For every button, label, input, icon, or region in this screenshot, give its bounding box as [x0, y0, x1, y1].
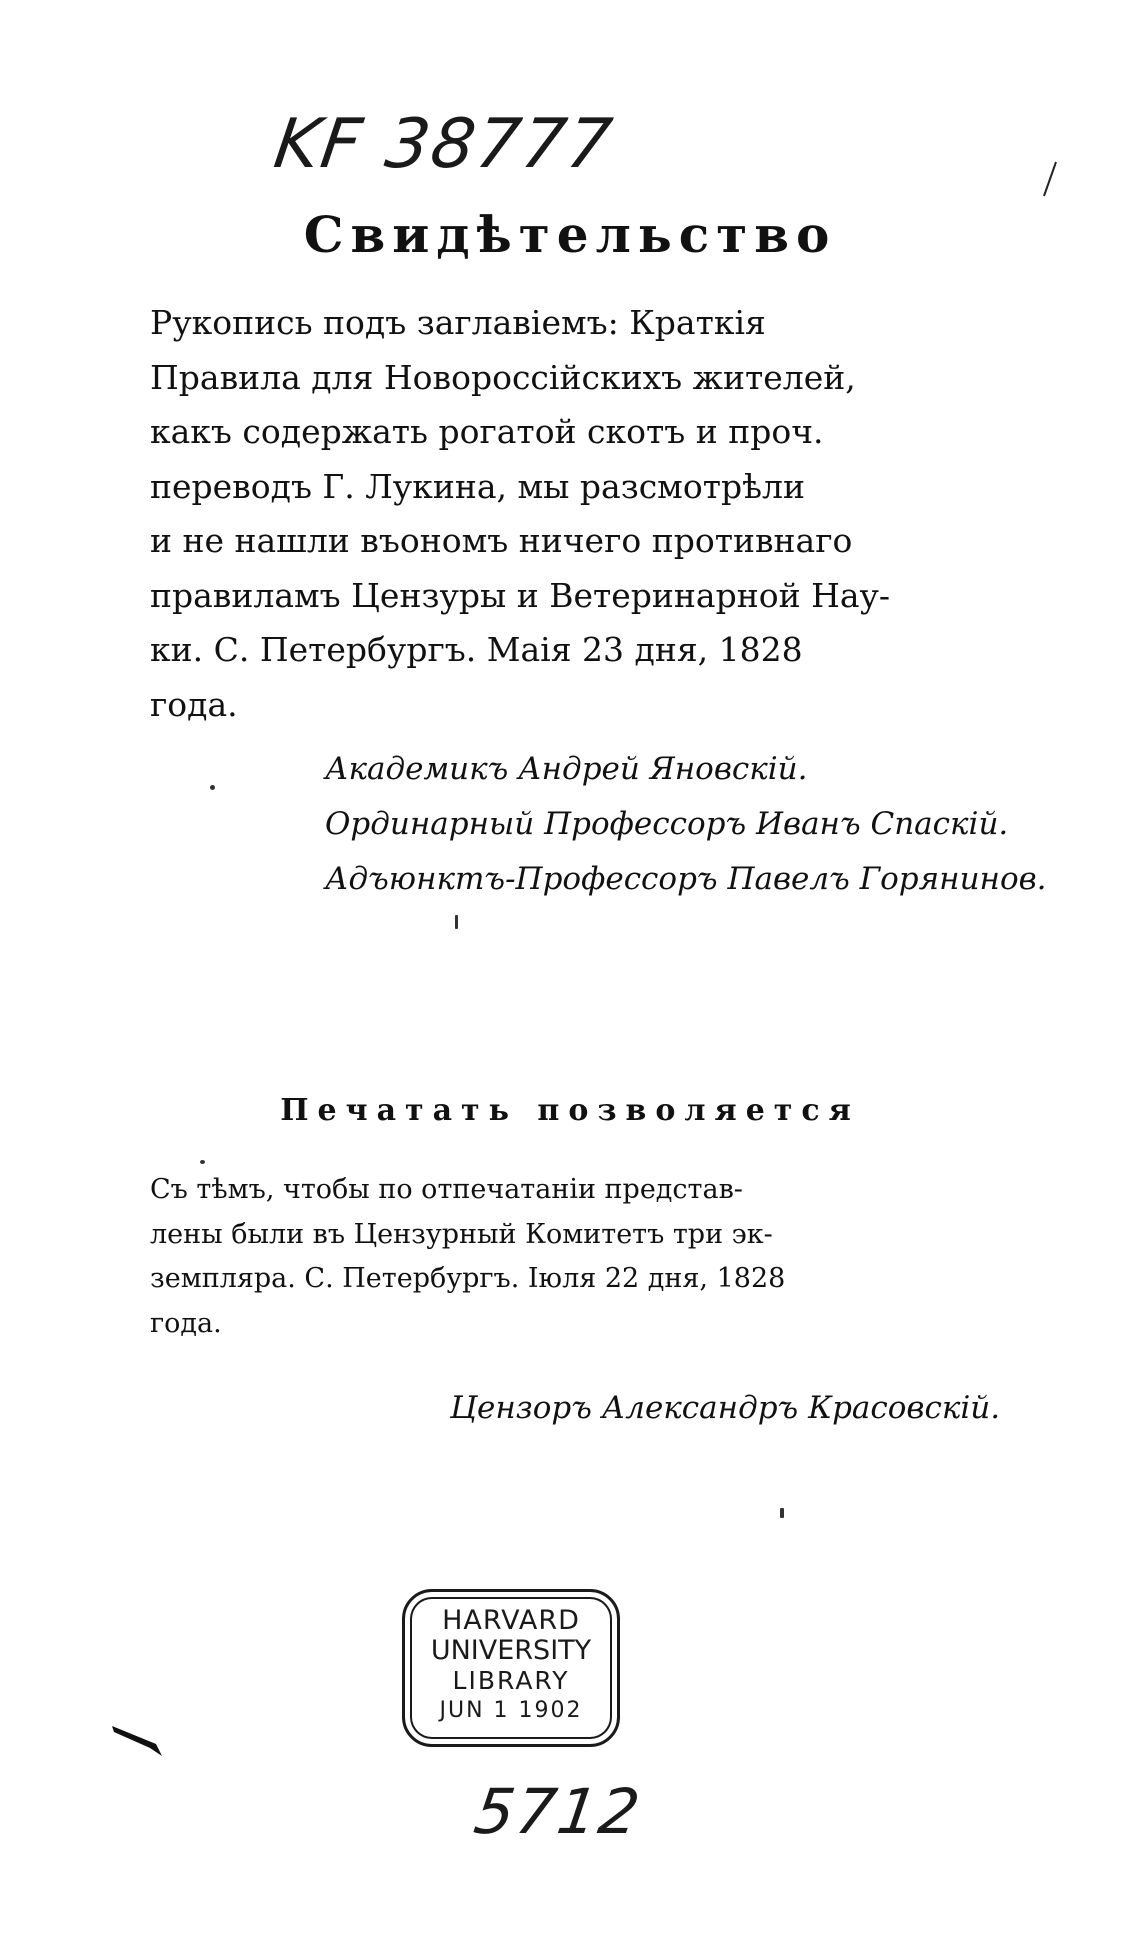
censor-signature: Цензоръ Александръ Красовскій. — [450, 1390, 1001, 1426]
handwritten-accession-number: 5712 — [469, 1775, 646, 1848]
certificate-line: ки. С. Петербургъ. Маія 23 дня, 1828 — [150, 630, 803, 669]
signatures-block — [325, 742, 1047, 907]
handwritten-call-number: KF 38777 — [269, 105, 619, 184]
ink-speck — [780, 1508, 784, 1518]
permission-line: лены были въ Цензурный Комитетъ три эк- — [150, 1218, 773, 1250]
signature-academician: Академикъ Андрей Яновскій. — [325, 751, 808, 787]
permission-line: года. — [150, 1307, 222, 1339]
certificate-line: переводъ Г. Лукина, мы разсмотрѣли — [150, 466, 805, 506]
certificate-heading: Свидѣтельство — [303, 205, 837, 264]
signature-adjunct: Адъюнктъ-Профессоръ Павелъ Горянинов. — [325, 861, 1047, 897]
permission-line: Съ тѣмъ, чтобы по отпечатаніи представ- — [150, 1174, 743, 1205]
ink-speck — [210, 785, 215, 790]
ink-speck — [455, 915, 458, 929]
signature-professor: Ординарный Профессоръ Иванъ Спаскій. — [325, 806, 1009, 842]
margin-stroke-icon — [1040, 160, 1060, 200]
certificate-line: правиламъ Цензуры и Ветеринарной Нау- — [150, 575, 891, 615]
certificate-line: какъ содержать рогатой скотъ и проч. — [150, 412, 824, 451]
margin-arrow-icon — [110, 1722, 170, 1762]
certificate-line: Рукопись подъ заглавіемъ: Краткія — [150, 303, 766, 342]
certificate-line: Правила для Новороссійскихъ жителей, — [150, 357, 856, 397]
permission-body — [150, 1168, 1000, 1346]
stamp-line: UNIVERSITY — [430, 1635, 592, 1666]
certificate-line: и не нашли въономъ ничего противнаго — [150, 521, 853, 560]
certificate-body — [150, 296, 995, 732]
permission-line: земпляра. С. Петербургъ. Іюля 22 дня, 1828 — [150, 1263, 786, 1294]
certificate-line: года. — [150, 684, 238, 724]
ink-speck — [200, 1160, 205, 1164]
permission-heading: Печатать позволяется — [280, 1093, 860, 1128]
stamp-date: JUN 1 1902 — [439, 1698, 583, 1723]
stamp-line: LIBRARY — [452, 1666, 570, 1695]
library-stamp — [402, 1589, 620, 1747]
stamp-line: HARVARD — [442, 1605, 580, 1636]
